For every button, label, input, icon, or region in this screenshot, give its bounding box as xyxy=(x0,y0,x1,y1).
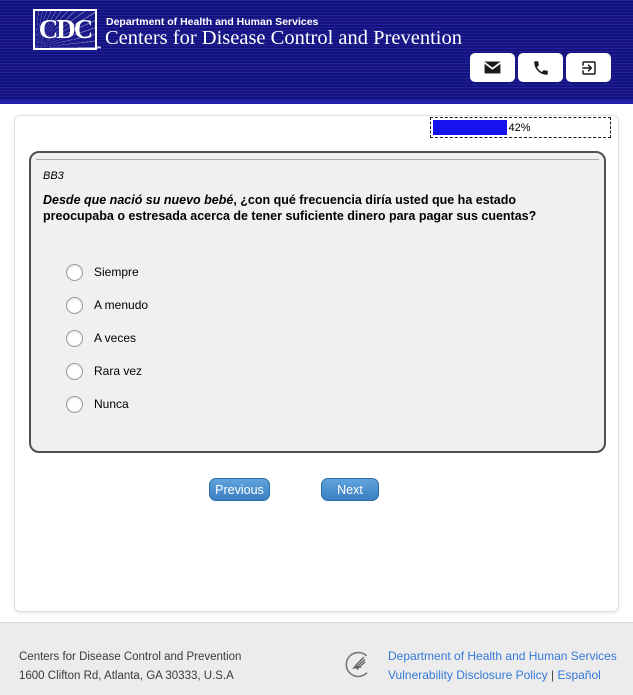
radio-option-rara-vez[interactable] xyxy=(66,362,148,380)
answer-options xyxy=(66,263,148,428)
header-org-line: Centers for Disease Control and Prevention xyxy=(105,27,462,49)
cdc-logo-text: CDC xyxy=(38,14,92,44)
radio-button[interactable] xyxy=(66,297,83,314)
radio-option-a-menudo[interactable] xyxy=(66,296,148,314)
footer-link-separator: | xyxy=(550,668,555,682)
next-button[interactable]: Next xyxy=(321,478,379,501)
footer-address xyxy=(19,648,241,686)
radio-option-label: Siempre xyxy=(94,265,139,279)
hhs-logo-icon xyxy=(343,650,372,684)
footer-links xyxy=(388,647,617,685)
cdc-trademark: ℠ xyxy=(95,47,102,53)
radio-option-label: A veces xyxy=(94,331,137,345)
radio-option-nunca[interactable] xyxy=(66,395,148,413)
radio-option-label: Rara vez xyxy=(94,364,143,378)
radio-button[interactable] xyxy=(66,396,83,413)
radio-button[interactable] xyxy=(66,330,83,347)
radio-option-siempre[interactable] xyxy=(66,263,148,281)
vulnerability-disclosure-link[interactable]: Vulnerability Disclosure Policy xyxy=(388,668,548,682)
header-department-line: Department of Health and Human Services xyxy=(106,16,319,28)
radio-button[interactable] xyxy=(66,264,83,281)
progress-bar xyxy=(430,117,611,138)
question-box xyxy=(29,151,606,453)
question-text xyxy=(43,192,588,224)
question-id: BB3 xyxy=(43,170,64,182)
header-buttons xyxy=(470,53,611,82)
radio-option-a-veces[interactable] xyxy=(66,329,148,347)
exit-icon xyxy=(580,59,598,77)
exit-button[interactable] xyxy=(566,53,611,82)
question-text-rest: , ¿con qué frecuencia diría usted que ha estado preocupaba o estresada acerca de tener suficiente dinero para pagar sus cuentas? xyxy=(43,193,537,223)
site-header xyxy=(0,0,633,104)
email-icon xyxy=(483,58,502,77)
survey-card xyxy=(14,115,619,612)
question-text-italic: Desde que nació su nuevo bebé xyxy=(43,193,234,207)
radio-option-label: Nunca xyxy=(94,397,129,411)
previous-button[interactable]: Previous xyxy=(209,478,270,501)
phone-icon xyxy=(532,59,550,77)
hhs-link[interactable]: Department of Health and Human Services xyxy=(388,649,617,663)
phone-button[interactable] xyxy=(518,53,563,82)
question-box-divider xyxy=(36,159,599,160)
email-button[interactable] xyxy=(470,53,515,82)
radio-option-label: A menudo xyxy=(94,298,149,312)
cdc-logo[interactable] xyxy=(33,9,102,53)
progress-percent-label: 42% xyxy=(508,121,531,134)
page-footer xyxy=(0,622,633,695)
radio-button[interactable] xyxy=(66,363,83,380)
footer-address-line2: 1600 Clifton Rd, Atlanta, GA 30333, U.S.A xyxy=(19,670,234,682)
progress-fill xyxy=(433,120,507,135)
footer-address-line1: Centers for Disease Control and Prevention xyxy=(19,651,242,663)
espanol-link[interactable]: Español xyxy=(557,668,601,682)
